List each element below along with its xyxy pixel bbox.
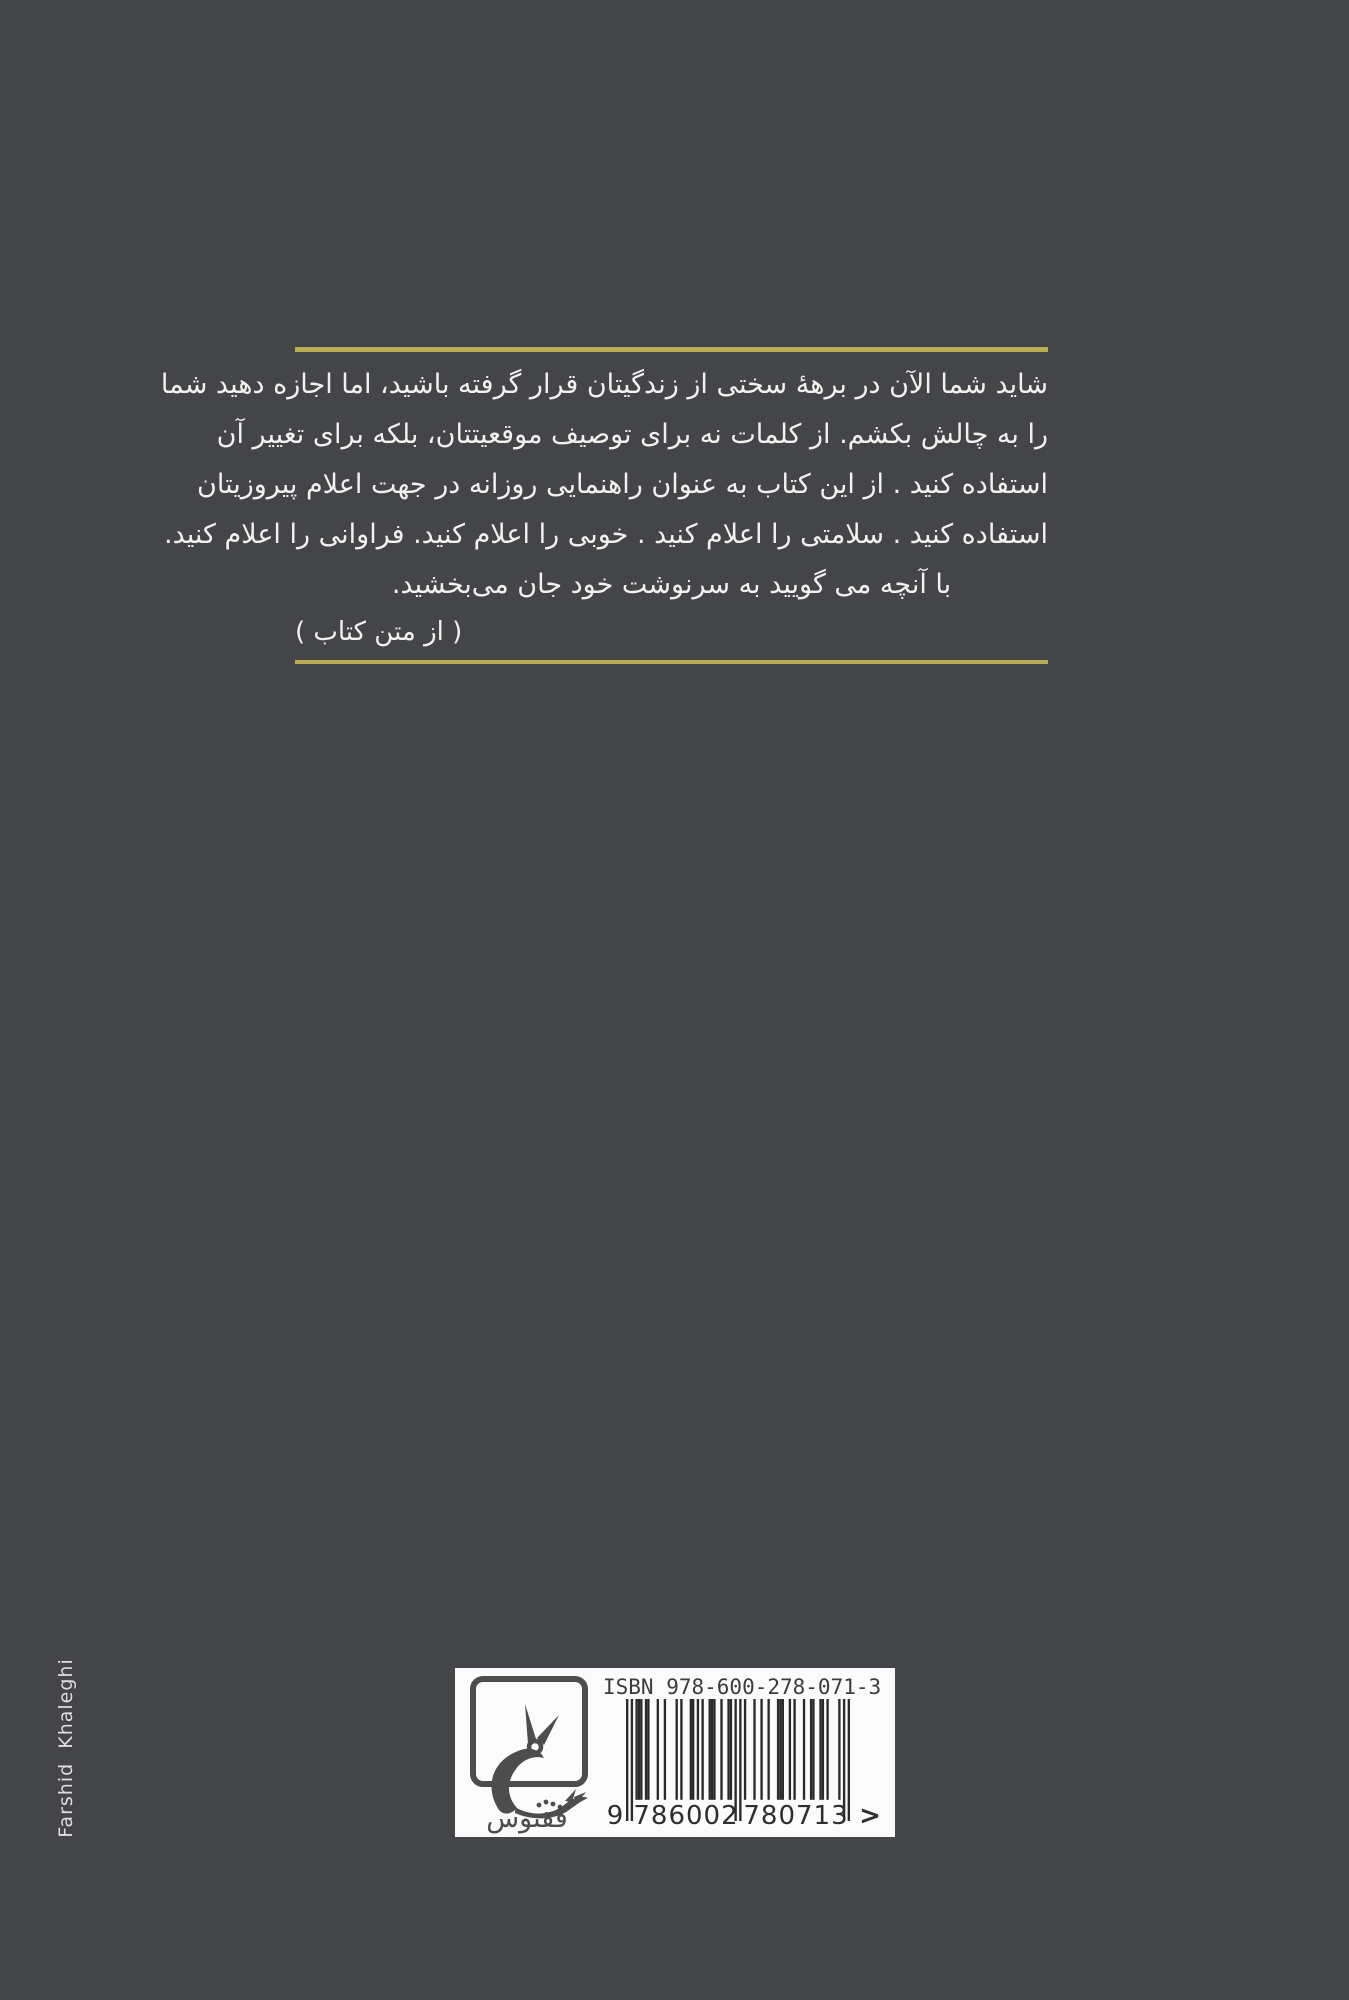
isbn-label: ISBN 978-600-278-071-3 — [603, 1675, 882, 1699]
ean-digit-group-1: 786002 — [633, 1801, 739, 1831]
isbn-barcode-panel — [455, 1668, 895, 1837]
ean-quiet-zone-mark: > — [859, 1801, 881, 1831]
spine-author-name: Farshid Khaleghi — [55, 1658, 77, 1838]
quote-line-3: استفاده کنید . از این کتاب به عنوان راهنمایی روزانه در جهت اعلام پیروزیتان — [197, 469, 1048, 500]
quote-line-5: با آنچه می گویید به سرنوشت خود جان می‌بخشید. — [391, 569, 952, 600]
quote-attribution: ( از متن کتاب ) — [295, 617, 463, 647]
ean-lead-digit: 9 — [606, 1801, 624, 1831]
quote-paragraph — [160, 352, 1048, 610]
divider-rule-bottom — [295, 660, 1048, 664]
quote-line-1: شاید شما الآن در برهۀ سختی از زندگیتان قرار گرفته باشید، اما اجازه دهید شما — [160, 369, 1048, 400]
quote-line-4: استفاده کنید . سلامتی را اعلام کنید . خوبی را اعلام کنید. فراوانی را اعلام کنید. — [164, 519, 1048, 550]
phoenix-head-icon — [529, 1741, 541, 1753]
ean-digit-group-2: 780713 — [743, 1801, 849, 1831]
barcode-digits-row — [455, 1800, 895, 1834]
quote-line-2: را به چالش بکشم. از کلمات نه برای توصیف موقعیتتان، بلکه برای تغییر آن — [216, 419, 1048, 450]
quote-block — [160, 347, 1048, 664]
publisher-name-calligraphy: ققنوس — [486, 1803, 568, 1834]
